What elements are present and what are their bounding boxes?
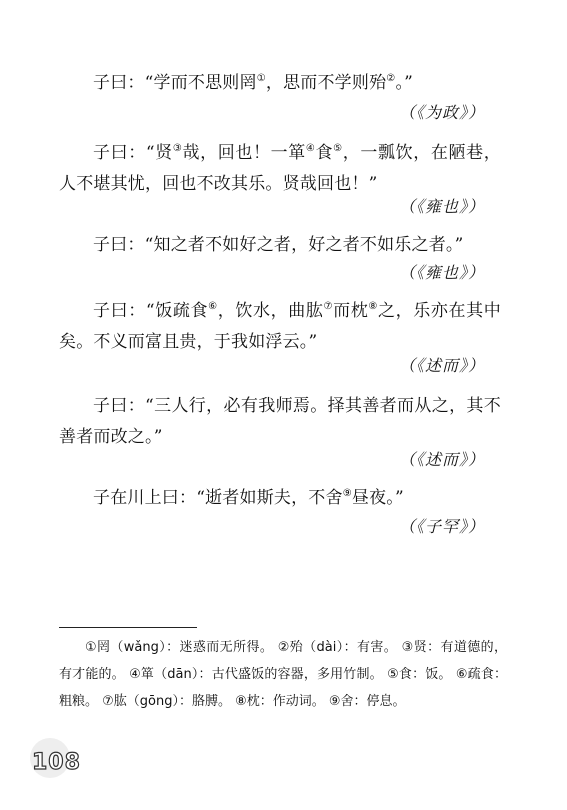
page-number: 108 [32, 750, 81, 775]
passage-3: 子曰：“知之者不如好之者，好之者不如乐之者。” [93, 235, 464, 255]
passage-4: 子曰：“饭疏食⑥，饮水，曲肱⑦而枕⑧之，乐亦在其中矣。不义而富且贵，于我如浮云。” [59, 301, 502, 352]
source-6: （《子罕》） [398, 517, 485, 536]
footnote-divider [59, 627, 197, 628]
source-5: （《述而》） [398, 450, 485, 469]
source-3: （《雍也》） [398, 263, 485, 282]
passage-2: 子曰：“贤③哉，回也！一箪④食⑤，一瓢饮，在陋巷，人不堪其忧，回也不改其乐。贤哉回也！” [59, 143, 502, 194]
passage-1: 子曰：“学而不思则罔①，思而不学则殆②。” [93, 73, 414, 93]
source-4: （《述而》） [398, 356, 485, 375]
source-2: （《雍也》） [398, 197, 485, 216]
passage-5: 子曰：“三人行，必有我师焉。择其善者而从之，其不善者而改之。” [59, 396, 501, 447]
footnotes: ①罔（wǎng）：迷惑而无所得。 ②殆（dài）：有害。 ③贤：有道德的，有才能的。 ④箪（dān）：古代盛饭的容器，多用竹制。 ⑤食：饭。 ⑥疏食：粗粮。 ⑦肱（gōng）：胳膊。 ⑧枕：作动词。 ⑨舍：停息。 [59, 640, 507, 709]
passage-6: 子在川上曰：“逝者如斯夫，不舍⑨昼夜。” [93, 488, 404, 508]
source-1: （《为政》） [398, 103, 485, 122]
